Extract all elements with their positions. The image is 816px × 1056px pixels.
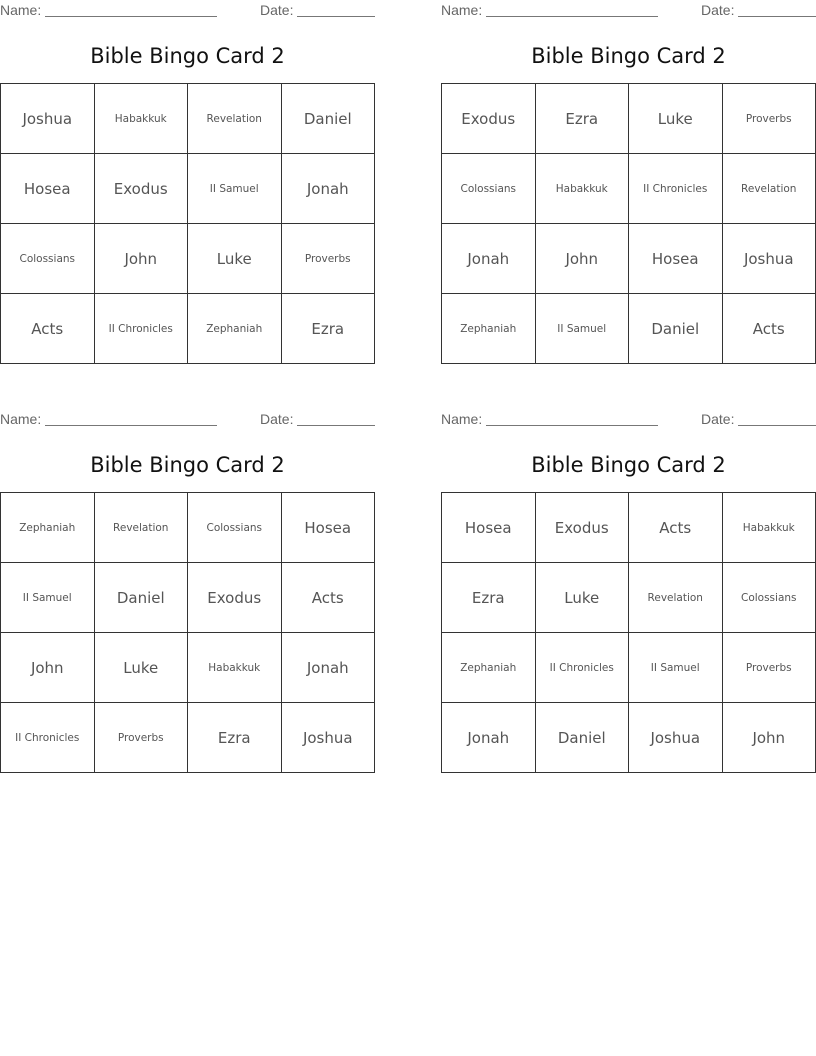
bingo-cell[interactable]: Luke [629, 84, 723, 154]
bingo-cell[interactable]: Revelation [95, 493, 189, 563]
bingo-card-2 [441, 0, 816, 365]
bingo-cell[interactable]: Zephaniah [442, 633, 536, 703]
bingo-cell[interactable]: Hosea [629, 224, 723, 294]
bingo-cell[interactable]: John [723, 703, 816, 773]
date-blank[interactable] [297, 16, 375, 17]
name-label: Name: [441, 2, 483, 18]
name-date-line [0, 409, 375, 429]
name-label: Name: [0, 2, 42, 18]
card-title: Bible Bingo Card 2 [90, 453, 285, 477]
bingo-card-4 [441, 409, 816, 774]
bingo-cell[interactable]: II Chronicles [95, 294, 189, 364]
bingo-cell[interactable]: Exodus [95, 154, 189, 224]
bingo-grid [441, 492, 816, 773]
bingo-cell[interactable]: John [536, 224, 630, 294]
bingo-cell[interactable]: II Samuel [1, 563, 95, 633]
bingo-cell[interactable]: Colossians [723, 563, 816, 633]
bingo-cell[interactable]: Colossians [188, 493, 282, 563]
bingo-cell[interactable]: Proverbs [723, 633, 816, 703]
bingo-cell[interactable]: Hosea [1, 154, 95, 224]
bingo-cell[interactable]: Joshua [282, 703, 376, 773]
bingo-cell[interactable]: II Samuel [536, 294, 630, 364]
card-title: Bible Bingo Card 2 [531, 453, 726, 477]
bingo-cell[interactable]: Joshua [629, 703, 723, 773]
bingo-cell[interactable]: Hosea [282, 493, 376, 563]
bingo-card-1 [0, 0, 375, 365]
date-label: Date: [260, 411, 294, 427]
bingo-cell[interactable]: Hosea [442, 493, 536, 563]
bingo-cell[interactable]: Jonah [282, 633, 376, 703]
bingo-cell[interactable]: Joshua [723, 224, 816, 294]
bingo-grid [441, 83, 816, 364]
name-date-line [0, 0, 375, 20]
bingo-cell[interactable]: Habakkuk [188, 633, 282, 703]
bingo-cell[interactable]: II Chronicles [1, 703, 95, 773]
bingo-cell[interactable]: Revelation [723, 154, 816, 224]
bingo-card-3 [0, 409, 375, 774]
bingo-cell[interactable]: Jonah [442, 224, 536, 294]
date-blank[interactable] [297, 425, 375, 426]
date-blank[interactable] [738, 425, 816, 426]
bingo-cell[interactable]: Colossians [442, 154, 536, 224]
bingo-cell[interactable]: Revelation [188, 84, 282, 154]
name-label: Name: [441, 411, 483, 427]
card-title: Bible Bingo Card 2 [531, 44, 726, 68]
bingo-cell[interactable]: Ezra [442, 563, 536, 633]
bingo-cell[interactable]: Zephaniah [188, 294, 282, 364]
bingo-cell[interactable]: Proverbs [282, 224, 376, 294]
bingo-cell[interactable]: Revelation [629, 563, 723, 633]
bingo-cell[interactable]: Luke [536, 563, 630, 633]
bingo-grid [0, 83, 375, 364]
bingo-cell[interactable]: Proverbs [723, 84, 816, 154]
bingo-cell[interactable]: II Chronicles [629, 154, 723, 224]
bingo-cell[interactable]: Zephaniah [442, 294, 536, 364]
name-blank[interactable] [486, 16, 658, 17]
name-blank[interactable] [45, 16, 217, 17]
bingo-cell[interactable]: Ezra [282, 294, 376, 364]
name-label: Name: [0, 411, 42, 427]
bingo-cell[interactable]: Daniel [629, 294, 723, 364]
name-date-line [441, 409, 816, 429]
bingo-cell[interactable]: Jonah [442, 703, 536, 773]
bingo-cell[interactable]: Exodus [536, 493, 630, 563]
bingo-cell[interactable]: II Samuel [629, 633, 723, 703]
bingo-cell[interactable]: Proverbs [95, 703, 189, 773]
name-blank[interactable] [45, 425, 217, 426]
bingo-cell[interactable]: Exodus [442, 84, 536, 154]
bingo-grid [0, 492, 375, 773]
bingo-cell[interactable]: Habakkuk [723, 493, 816, 563]
bingo-cell[interactable]: Acts [723, 294, 816, 364]
bingo-cell[interactable]: Acts [629, 493, 723, 563]
bingo-cell[interactable]: Luke [188, 224, 282, 294]
date-blank[interactable] [738, 16, 816, 17]
bingo-cell[interactable]: II Samuel [188, 154, 282, 224]
date-label: Date: [701, 2, 735, 18]
bingo-cell[interactable]: Exodus [188, 563, 282, 633]
bingo-cell[interactable]: Joshua [1, 84, 95, 154]
card-title: Bible Bingo Card 2 [90, 44, 285, 68]
bingo-cell[interactable]: Habakkuk [95, 84, 189, 154]
name-date-line [441, 0, 816, 20]
bingo-cell[interactable]: Colossians [1, 224, 95, 294]
bingo-cell[interactable]: Jonah [282, 154, 376, 224]
name-blank[interactable] [486, 425, 658, 426]
bingo-cell[interactable]: Ezra [188, 703, 282, 773]
bingo-cell[interactable]: Zephaniah [1, 493, 95, 563]
date-label: Date: [701, 411, 735, 427]
bingo-cell[interactable]: Acts [1, 294, 95, 364]
bingo-cell[interactable]: John [1, 633, 95, 703]
bingo-cell[interactable]: Daniel [95, 563, 189, 633]
bingo-cell[interactable]: Habakkuk [536, 154, 630, 224]
bingo-cell[interactable]: II Chronicles [536, 633, 630, 703]
bingo-cell[interactable]: Daniel [282, 84, 376, 154]
bingo-cell[interactable]: Ezra [536, 84, 630, 154]
bingo-cell[interactable]: Acts [282, 563, 376, 633]
bingo-cell[interactable]: John [95, 224, 189, 294]
bingo-cell[interactable]: Daniel [536, 703, 630, 773]
date-label: Date: [260, 2, 294, 18]
bingo-cell[interactable]: Luke [95, 633, 189, 703]
